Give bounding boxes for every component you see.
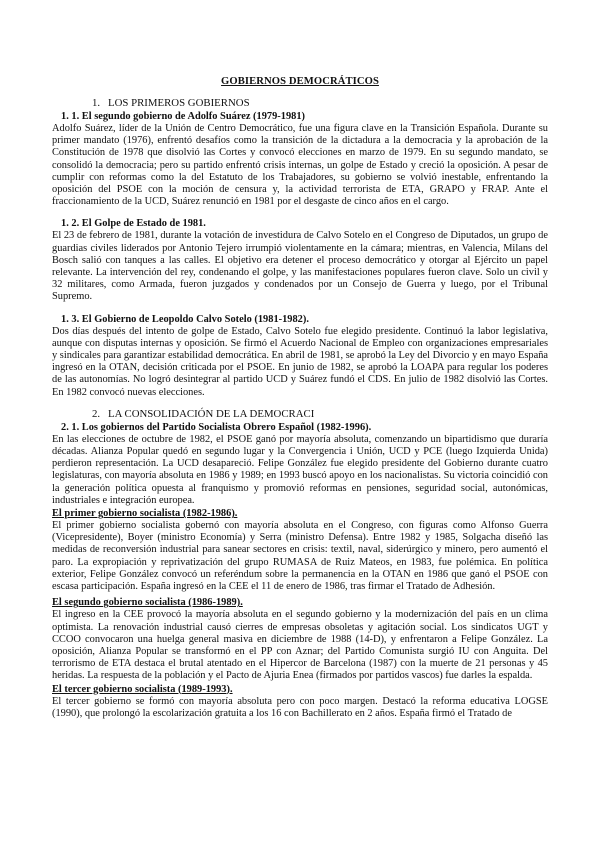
paragraph: El ingreso en la CEE provocó la mayoría absoluta en el segundo gobierno y la modernización del país en un clima optimista. La renovación industrial causó cierres de empresas obsoletas y agitación social. Los sindicatos UGT y CCOO convocaron una huelga general masiva en diciembre de 1988 (14-D), y enfrentaron a Felipe González. La oposición, Alianza Popular se transformó en el PP con Aznar; del Partido Comunista surgió IU con Anguita. Del terrorismo de ETA destaca el brutal atentado en el Hipercor de Barcelona (1987) con la muerte de 21 personas y 45 heridas. La respuesta de la población y el Pacto de Ajuria Enea (firmados por partidos vascos) fue darles la espalda. xyxy=(52,609,548,682)
government-heading: El tercer gobierno socialista (1989-1993). xyxy=(52,683,233,695)
paragraph: En las elecciones de octubre de 1982, el PSOE ganó por mayoría absoluta, comenzando un bipartidismo que duraría décadas. Alianza Popular quedó en segundo lugar y la Convergencia i Unión, UCD y PCE (luego Izquierda Unida) perdieron representación. La UCD desapareció. Felipe González fue elegido presidente del Gobierno durante cuatro legislaturas, con mayoría absoluta en 1986 y 1989; en 1993 buscó apoyo en los nacionalistas. Su victoria coincidió con la generación política opuesta al franquismo y promovió reformas en pensiones, seguridad social, autonómicas, industriales e integración europea. xyxy=(52,433,548,506)
section-number: 1. xyxy=(92,97,101,109)
section-heading xyxy=(52,408,548,421)
section-title: LOS PRIMEROS GOBIERNOS xyxy=(108,97,250,109)
section-heading xyxy=(52,97,548,110)
section-number: 2. xyxy=(92,407,101,420)
subsection-heading: 2. 1. Los gobiernos del Partido Socialista Obrero Español (1982-1996). xyxy=(61,421,372,433)
document-body xyxy=(52,97,548,720)
subsection-heading: 1. 3. El Gobierno de Leopoldo Calvo Sotelo (1981-1982). xyxy=(61,313,309,325)
section-title: LA CONSOLIDACIÓN DE LA DEMOCRACI xyxy=(108,407,315,420)
paragraph: Adolfo Suárez, líder de la Unión de Centro Democrático, fue una figura clave en la Transición Española. Durante su primer mandato (1976), enfrentó desafíos como la transición de la dictadura a la democracia y la aprobación de la Constitución de 1978 que disolvió las Cortes y convocó elecciones en marzo de 1979. En su segundo mandato, se consolidó la democracia; pero su partido enfrentó crisis internas, un golpe de Estado y creció la oposición. A pesar de cumplir con reformas como la del Estatuto de los Trabajadores, su gobierno se volvió inestable, enfrentando la oposición del PSOE con la moción de censura y, la actividad terrorista de ETA, GRAPO y FRAP. Ante el fraccionamiento de la UCD, Suárez renunció en 1981 por el desgaste de cinco años en el cargo. xyxy=(52,123,548,208)
document-title: GOBIERNOS DEMOCRÁTICOS xyxy=(221,76,379,87)
paragraph: El tercer gobierno se formó con mayoría absoluta pero con poco margen. Destacó la reforma educativa LOGSE (1990), que prolongó la escolarización gratuita a los 16 con Bachillerato en 2 años. España firmó el Tratado de xyxy=(52,695,548,719)
subsection-heading: 1. 2. El Golpe de Estado de 1981. xyxy=(61,218,206,230)
government-heading: El primer gobierno socialista (1982-1986). xyxy=(52,508,238,520)
subsection-heading: 1. 1. El segundo gobierno de Adolfo Suárez (1979-1981) xyxy=(61,111,306,122)
paragraph: Dos días después del intento de golpe de Estado, Calvo Sotelo fue elegido presidente. Continuó la labor legislativa, aunque con disputas internas y oposición. Se firmó el Acuerdo Nacional de Empleo con organizaciones empresariales y sindicales para garantizar estabilidad democrática. En abril de 1981, se aprobó la Ley del Divorcio y en mayo España ingresó en la OTAN, decisión criticada por el PSOE. En junio de 1982, se aprobó la LOAPA para regular los poderes de las autonomías. No logró desintegrar al partido UCD y Suárez fundó el CDS. En julio de 1982 disolvió las Cortes. En 1982 convocó nuevas elecciones. xyxy=(52,325,548,398)
government-heading: El segundo gobierno socialista (1986-1989). xyxy=(52,597,243,609)
paragraph: El primer gobierno socialista gobernó con mayoría absoluta en el Congreso, con figuras como Alfonso Guerra (Vicepresidente), Boyer (ministro Economía) y Serra (ministro Defensa). Entre 1982 y 1985, Solgacha diseñó las medidas de reconversión industrial para sanear sectores en crisis: textil, naval, siderúrgico y minero, pero aumentó el paro. La expropiación y reprivatización del grupo RUMASA de Ruiz Mateos, en 1983, fue polémica. En política exterior, Felipe González convocó un referéndum sobre la permanencia en la OTAN en 1986 que ganó el PSOE con escasa participación. España ingresó en la CEE el 11 de enero de 1986, tras firmar el Tratado de Adhesión. xyxy=(52,520,548,593)
paragraph: El 23 de febrero de 1981, durante la votación de investidura de Calvo Sotelo en el Congreso de Diputados, un grupo de guardias civiles liderados por Antonio Tejero irrumpió violentamente en la cámara; mientras, en Valencia, Milans del Bosch salió con tanques a las calles. El objetivo era detener el proceso democrático y otorgar al Ejército un papel relevante. La intervención del rey, condenando el golpe, y las manifestaciones populares fueron clave. Solo un civil y 32 militares, como Armada, fueron juzgados y condenados por un Consejo de Guerra y luego, por el Tribunal Supremo. xyxy=(52,230,548,303)
